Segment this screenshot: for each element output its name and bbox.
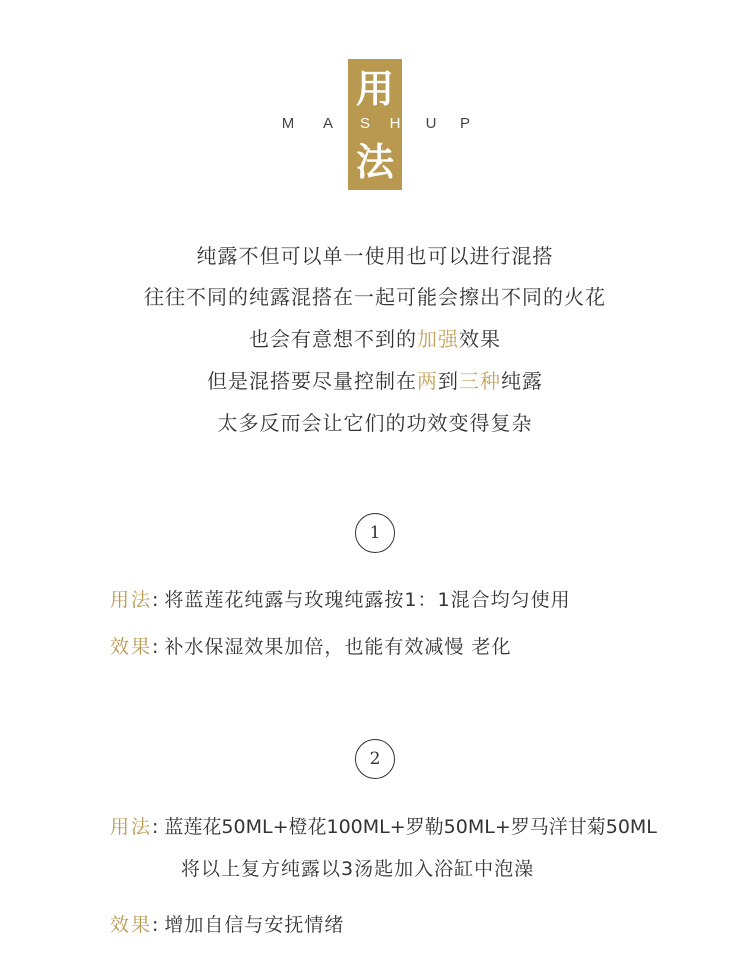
intro-text: 到 <box>438 369 459 393</box>
effect-label: 效果 <box>110 914 153 936</box>
effect-row-2: 效果: 增加自信与安抚情绪 <box>110 914 345 936</box>
usage-label: 用法 <box>110 589 153 611</box>
intro-text: 也会有意想不到的 <box>249 327 417 351</box>
usage-row-2: 用法: 蓝莲花50ML+橙花100ML+罗勒50ML+罗马洋甘菊50ML <box>110 816 657 838</box>
intro-text: 但是混搭要尽量控制在 <box>207 369 417 393</box>
mashup-letter: S <box>359 115 370 132</box>
intro-line-2: 往往不同的纯露混搭在一起可能会擦出不同的火花 <box>144 285 606 309</box>
mashup-letter: U <box>425 115 437 132</box>
section-number-2: 2 <box>355 739 395 779</box>
usage-text: 蓝莲花50ML+橙花100ML+罗勒50ML+罗马洋甘菊50ML <box>164 816 657 838</box>
intro-text: 效果 <box>459 327 501 351</box>
intro-highlight: 三种 <box>459 369 501 393</box>
intro-highlight: 加强 <box>417 327 459 351</box>
intro-line-5: 太多反而会让它们的功效变得复杂 <box>217 411 533 435</box>
title-char-bottom: 法 <box>355 139 394 184</box>
intro-line-3 <box>0 325 750 353</box>
mashup-letter: H <box>389 115 401 132</box>
title-char-top: 用 <box>355 66 394 111</box>
usage-row-1: 用法: 将蓝莲花纯露与玫瑰纯露按1：1混合均匀使用 <box>110 589 571 611</box>
mashup-letter: A <box>322 115 333 132</box>
intro-line-1: 纯露不但可以单一使用也可以进行混搭 <box>196 244 554 268</box>
usage-label: 用法 <box>110 816 153 838</box>
effect-row-1: 效果: 补水保湿效果加倍，也能有效减慢 老化 <box>110 636 512 658</box>
intro-highlight: 两 <box>417 369 438 393</box>
mashup-letter: P <box>459 115 470 132</box>
effect-text: 补水保湿效果加倍，也能有效减慢 老化 <box>164 636 512 658</box>
effect-label: 效果 <box>110 636 153 658</box>
effect-text: 增加自信与安抚情绪 <box>164 914 345 936</box>
usage-text-2: 将以上复方纯露以3汤匙加入浴缸中泡澡 <box>181 858 535 880</box>
intro-line-4 <box>0 367 750 395</box>
usage-text: 将蓝莲花纯露与玫瑰纯露按1：1混合均匀使用 <box>164 589 571 611</box>
intro-text: 纯露 <box>501 369 543 393</box>
mashup-letter: M <box>281 115 295 132</box>
section-number-1: 1 <box>355 513 395 553</box>
